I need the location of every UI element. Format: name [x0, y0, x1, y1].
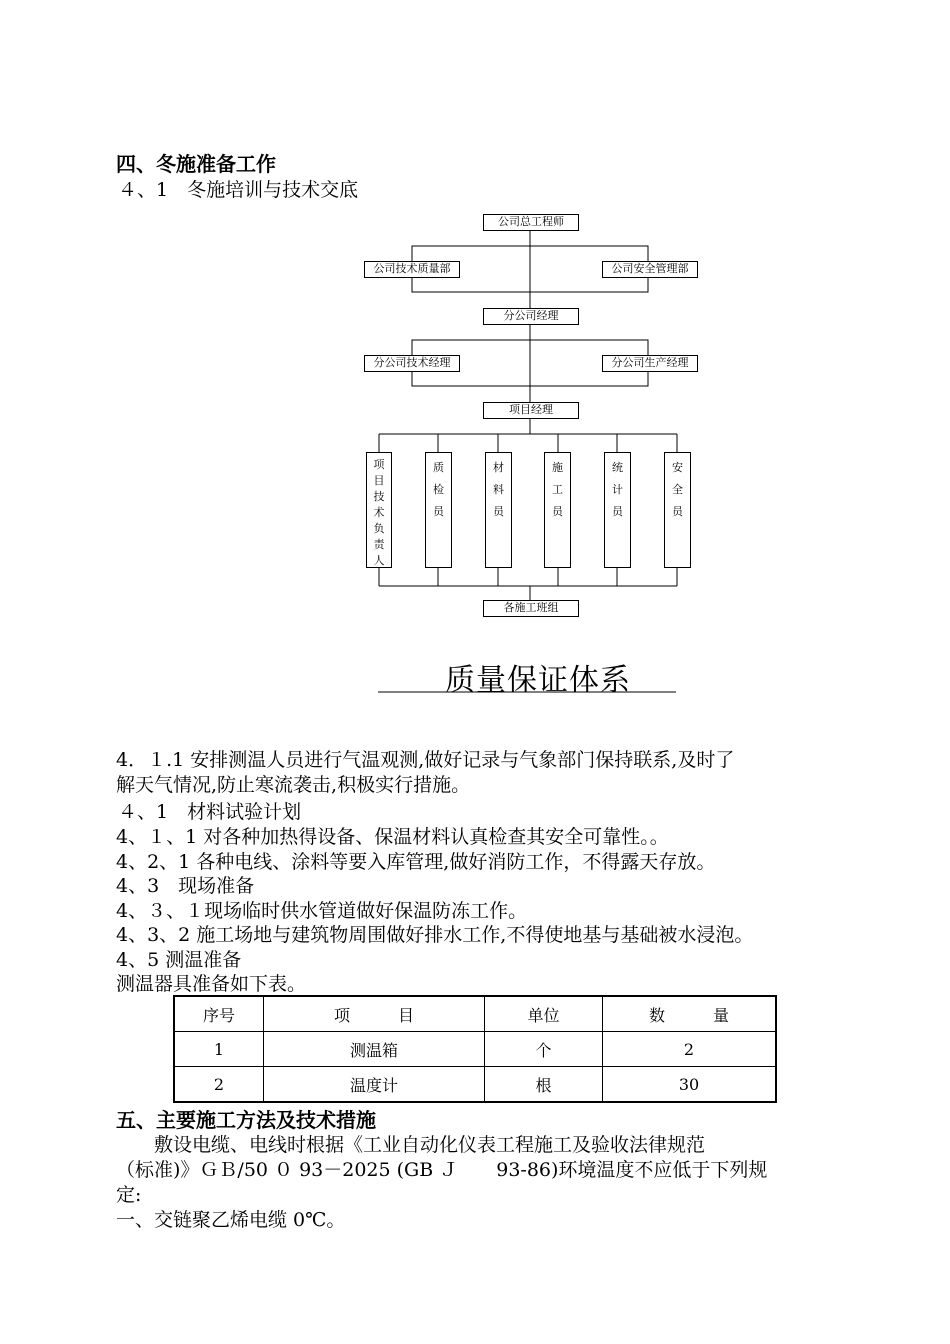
section-4-title: 四、冬施准备工作: [116, 152, 276, 176]
paragraph-site-prep: 4、3 现场准备: [116, 875, 255, 897]
section-5-line-1: 敷设电缆、电线时根据《工业自动化仪表工程施工及验收法律规范: [116, 1134, 706, 1156]
table-cell: 2: [174, 1067, 264, 1103]
paragraph-equipment-check: 4、１、1 对各种加热得设备、保温材料认真检查其安全可靠性。。: [116, 826, 669, 848]
table-cell: 1: [174, 1032, 264, 1067]
org-node-work-teams: 各施工班组: [483, 600, 579, 617]
subsection-4-1: ４、1 冬施培训与技术交底: [118, 179, 359, 201]
org-node-materials-clerk: 材 料 员: [485, 452, 512, 568]
table-cell: 30: [603, 1067, 777, 1103]
instrument-table: [173, 995, 777, 1103]
table-header-row: [174, 996, 776, 1032]
table-row: [174, 1032, 776, 1067]
org-node-safety-dept: 公司安全管理部: [602, 261, 698, 278]
org-node-quality-inspector: 质 检 员: [425, 452, 452, 568]
paragraph-wire-storage: 4、2、1 各种电线、涂料等要入库管理,做好消防工作，不得露天存放。: [116, 851, 716, 873]
section-5-line-3: 定:: [116, 1184, 142, 1206]
org-node-branch-production-manager: 分公司生产经理: [602, 355, 698, 372]
table-cell: 根: [485, 1067, 603, 1103]
org-node-statistician: 统 计 员: [604, 452, 631, 568]
table-header: 项 目: [264, 996, 485, 1032]
section-5-line-2: （标准)》ＧＢ/50 ０ 93－2025 (GB Ｊ 93-86)环境温度不应低于下列规: [116, 1159, 768, 1181]
paragraph-material-test: ４、1 材料试验计划: [118, 801, 302, 823]
table-header: 单位: [485, 996, 603, 1032]
paragraph-water-pipe: 4、３、１现场临时供水管道做好保温防冻工作。: [116, 900, 528, 922]
table-cell: 2: [603, 1032, 777, 1067]
table-cell: 个: [485, 1032, 603, 1067]
table-header: 序号: [174, 996, 264, 1032]
section-5-title: 五、主要施工方法及技术措施: [116, 1108, 376, 1132]
paragraph-4-1-1-cont: 解天气情况,防止寒流袭击,积极实行措施。: [116, 774, 471, 796]
paragraph-table-intro: 测温器具准备如下表。: [116, 973, 307, 995]
org-node-project-manager: 项目经理: [483, 402, 579, 419]
table-header: 数 量: [603, 996, 777, 1032]
paragraph-4-1-1: 4．１.1 安排测温人员进行气温观测,做好记录与气象部门保持联系,及时了: [116, 749, 735, 771]
org-node-project-tech-lead: 项 目 技 术 负 责 人: [366, 452, 392, 568]
org-node-branch-tech-manager: 分公司技术经理: [364, 355, 460, 372]
org-node-tech-quality-dept: 公司技术质量部: [364, 261, 460, 278]
table-cell: 测温箱: [264, 1032, 485, 1067]
table-cell: 温度计: [264, 1067, 485, 1103]
org-node-branch-manager: 分公司经理: [483, 308, 579, 325]
org-node-safety-officer: 安 全 员: [664, 452, 691, 568]
section-5-line-4: 一、交链聚乙烯电缆 0℃。: [116, 1209, 346, 1231]
paragraph-temp-measure: 4、5 测温准备: [116, 949, 242, 971]
org-node-chief-engineer: 公司总工程师: [483, 214, 579, 231]
org-chart-caption: 质量保证体系: [445, 663, 631, 698]
org-node-construction-staff: 施 工 员: [544, 452, 571, 568]
table-row: [174, 1067, 776, 1103]
paragraph-drainage: 4、3、2 施工场地与建筑物周围做好排水工作,不得使地基与基础被水浸泡。: [116, 924, 754, 946]
